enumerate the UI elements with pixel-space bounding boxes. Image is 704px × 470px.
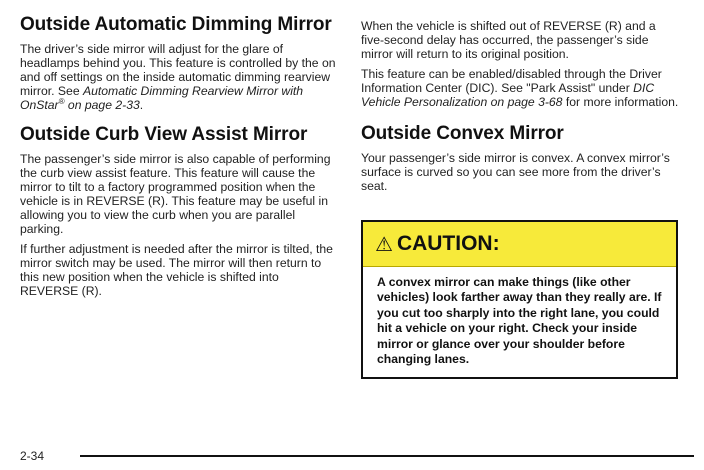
cross-reference-dic: DIC Vehicle Personalization on page 3-68 [361, 81, 655, 109]
paragraph-convex-mirror: Your passenger’s side mirror is convex. A convex mirror’s surface is curved so you can see more from the driver’s seat. [361, 151, 670, 193]
paragraph-reverse-return: When the vehicle is shifted out of REVERSE (R) and a five-second delay has occurred, the passenger’s side mirror will return to its original position. [361, 19, 656, 61]
warning-triangle-icon: ⚠ [375, 233, 393, 256]
paragraph-dic-end: for more information. [562, 95, 679, 109]
footer-rule [80, 455, 694, 457]
caution-title: CAUTION: [396, 232, 500, 255]
heading-outside-automatic-dimming-mirror: Outside Automatic Dimming Mirror [20, 14, 332, 35]
caution-box [361, 220, 678, 379]
caution-header [363, 222, 676, 267]
right-column [361, 14, 679, 199]
paragraph-curb-view-feature: The passenger’s side mirror is also capable of performing the curb view assist feature. This feature will cause the mirror to tilt to a factory programmed position when the vehicle is in REVERSE (R). This feature may be useful in allowing you to view the curb when you are parallel parking. [20, 152, 331, 236]
caution-body: A convex mirror can make things (like other vehicles) look farther away than they really are. If you cut too sharply into the right lane, you could hit a vehicle on your right. Check your inside mirror or glance over your shoulder before changing lanes. [377, 275, 662, 367]
cross-reference-page: on page 2-33 [64, 98, 140, 112]
paragraph-dic-text: This feature can be enabled/disabled through the Driver Information Center (DIC). See "Park Assist" under [361, 67, 662, 95]
heading-outside-curb-view-assist-mirror: Outside Curb View Assist Mirror [20, 124, 308, 145]
paragraph-dimming-mirror [20, 42, 338, 112]
heading-outside-convex-mirror: Outside Convex Mirror [361, 123, 564, 144]
page-number: 2-34 [20, 449, 45, 463]
paragraph-curb-view-adjustment: If further adjustment is needed after the mirror is tilted, the mirror switch may be used. The mirror will then return to this new position when the vehicle is shifted into REVERSE (R). [20, 242, 333, 298]
paragraph-end: . [139, 98, 144, 112]
paragraph-dic-enable [361, 67, 679, 109]
paragraph-dimming-mirror-text: The driver’s side mirror will adjust for the glare of headlamps behind you. This feature is controlled by the on and off settings on the inside automatic dimming rearview mirror. See [20, 42, 336, 98]
cross-reference-title: Automatic Dimming Rearview Mirror with OnStar [20, 84, 304, 112]
left-column [20, 14, 338, 304]
registered-mark: ® [58, 96, 65, 106]
